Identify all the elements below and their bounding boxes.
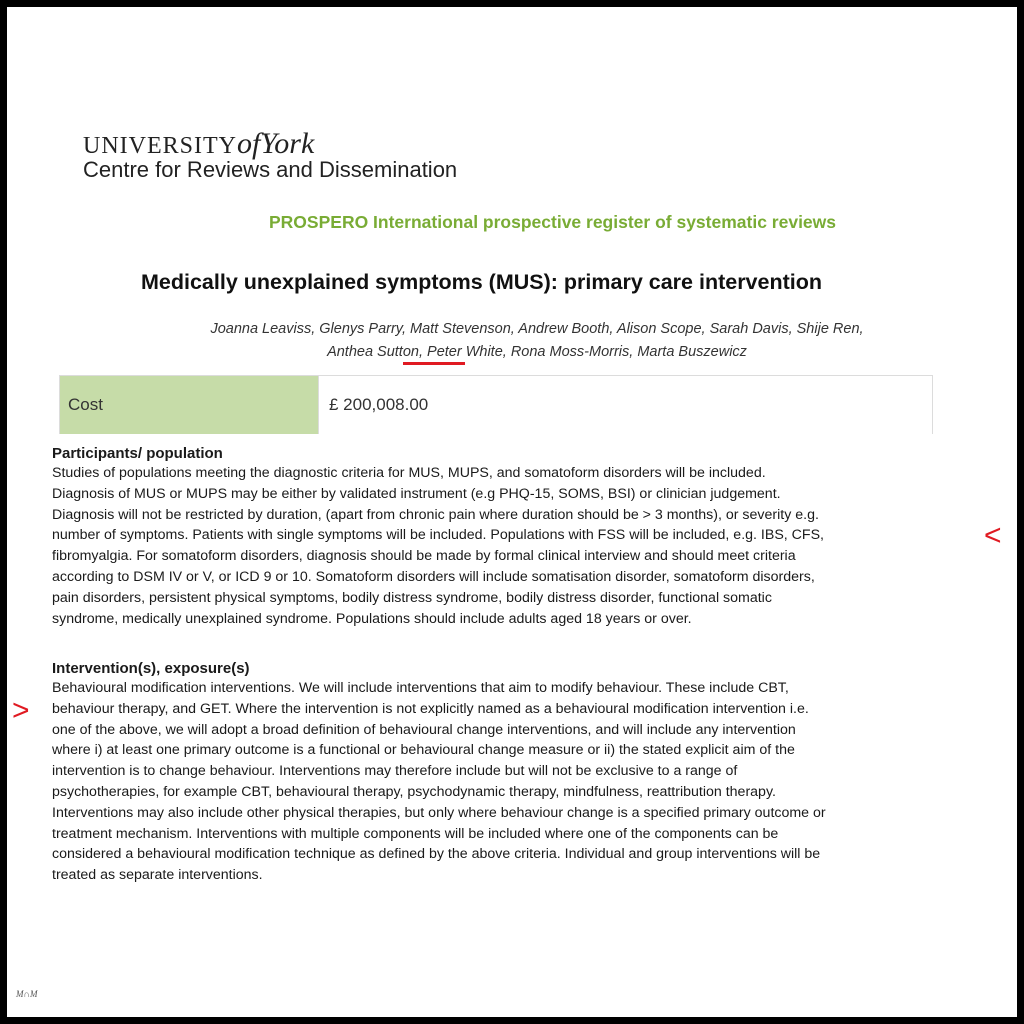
red-underline-annotation bbox=[403, 362, 465, 365]
participants-heading: Participants/ population bbox=[52, 445, 223, 462]
cost-table bbox=[59, 375, 933, 434]
red-arrow-annotation-right: < bbox=[984, 519, 1002, 552]
intervention-line: Interventions may also include other physical therapies, but only where behaviour change is a specified primary outcome or bbox=[52, 804, 826, 821]
intervention-heading: Intervention(s), exposure(s) bbox=[52, 660, 250, 677]
intervention-body bbox=[52, 678, 982, 886]
intervention-line: one of the above, we will adopt a broad definition of behavioural change interventions, and will include any intervention bbox=[52, 721, 796, 738]
cost-label: Cost bbox=[60, 376, 318, 434]
intervention-line: considered a behavioural modification technique as defined by the above criteria. Individual and group interventions will be bbox=[52, 846, 821, 863]
document-page bbox=[7, 7, 1017, 1017]
cost-value: £ 200,008.00 bbox=[318, 376, 932, 434]
intervention-line: intervention is to change behaviour. Interventions may therefore include but will not be exclusive to a range of bbox=[52, 763, 738, 780]
intervention-section bbox=[52, 659, 982, 886]
intervention-line: behaviour therapy, and GET. Where the intervention is not explicitly named as a behavioural modification intervention i.e. bbox=[52, 700, 809, 717]
author-line-1: Joanna Leaviss, Glenys Parry, Matt Stevenson, Andrew Booth, Alison Scope, Sarah Davis, Shije Ren, bbox=[210, 321, 864, 337]
author-list bbox=[67, 318, 1007, 364]
intervention-line: where i) at least one primary outcome is a functional or behavioural change measure or ii) the stated explicit aim of the bbox=[52, 742, 795, 759]
participants-body bbox=[52, 463, 982, 629]
author-line-2: Anthea Sutton, Peter White, Rona Moss-Morris, Marta Buszewicz bbox=[327, 344, 747, 360]
participants-line: pain disorders, persistent physical symptoms, bodily distress syndrome, bodily distress disorder, functional somatic bbox=[52, 589, 772, 606]
intervention-line: treated as separate interventions. bbox=[52, 867, 263, 884]
university-logo-prefix: UNIVERSITY bbox=[83, 133, 237, 159]
register-name: PROSPERO International prospective register of systematic reviews bbox=[269, 212, 837, 232]
university-logo bbox=[83, 127, 314, 161]
intervention-line: psychotherapies, for example CBT, behavioural therapy, psychodynamic therapy, mindfulness, reattribution therapy. bbox=[52, 783, 776, 800]
participants-line: according to DSM IV or V, or ICD 9 or 10. Somatoform disorders will include somatisation disorder, somatoform disorders, bbox=[52, 568, 815, 585]
participants-line: number of symptoms. Patients with single symptoms will be included. Populations with FSS will be included, e.g. IBS, CFS, bbox=[52, 527, 824, 544]
participants-line: Diagnosis will not be restricted by duration, (apart from chronic pain where duration should be > 3 months), or severity e.g. bbox=[52, 506, 819, 523]
participants-line: syndrome, medically unexplained syndrome. Populations should include adults aged 18 years or over. bbox=[52, 610, 692, 627]
intervention-line: treatment mechanism. Interventions with multiple components will be included where one of the components can be bbox=[52, 825, 779, 842]
university-logo-of: of bbox=[237, 127, 261, 160]
signature-mark: M∩M bbox=[16, 989, 38, 999]
participants-line: Diagnosis of MUS or MUPS may be either by validated instrument (e.g PHQ-15, SOMS, BSI) or clinician judgement. bbox=[52, 485, 781, 502]
participants-line: fibromyalgia. For somatoform disorders, diagnosis should be made by formal clinical interview and should meet criteria bbox=[52, 548, 796, 565]
intervention-line: Behavioural modification interventions. We will include interventions that aim to modify behaviour. These include CBT, bbox=[52, 680, 789, 696]
participants-section bbox=[52, 444, 982, 629]
university-logo-name: York bbox=[260, 127, 315, 160]
red-arrow-annotation-left: > bbox=[12, 694, 30, 727]
centre-name: Centre for Reviews and Dissemination bbox=[83, 157, 458, 182]
participants-line: Studies of populations meeting the diagnostic criteria for MUS, MUPS, and somatoform disorders will be included. bbox=[52, 465, 766, 481]
record-title: Medically unexplained symptoms (MUS): primary care intervention bbox=[141, 270, 823, 294]
